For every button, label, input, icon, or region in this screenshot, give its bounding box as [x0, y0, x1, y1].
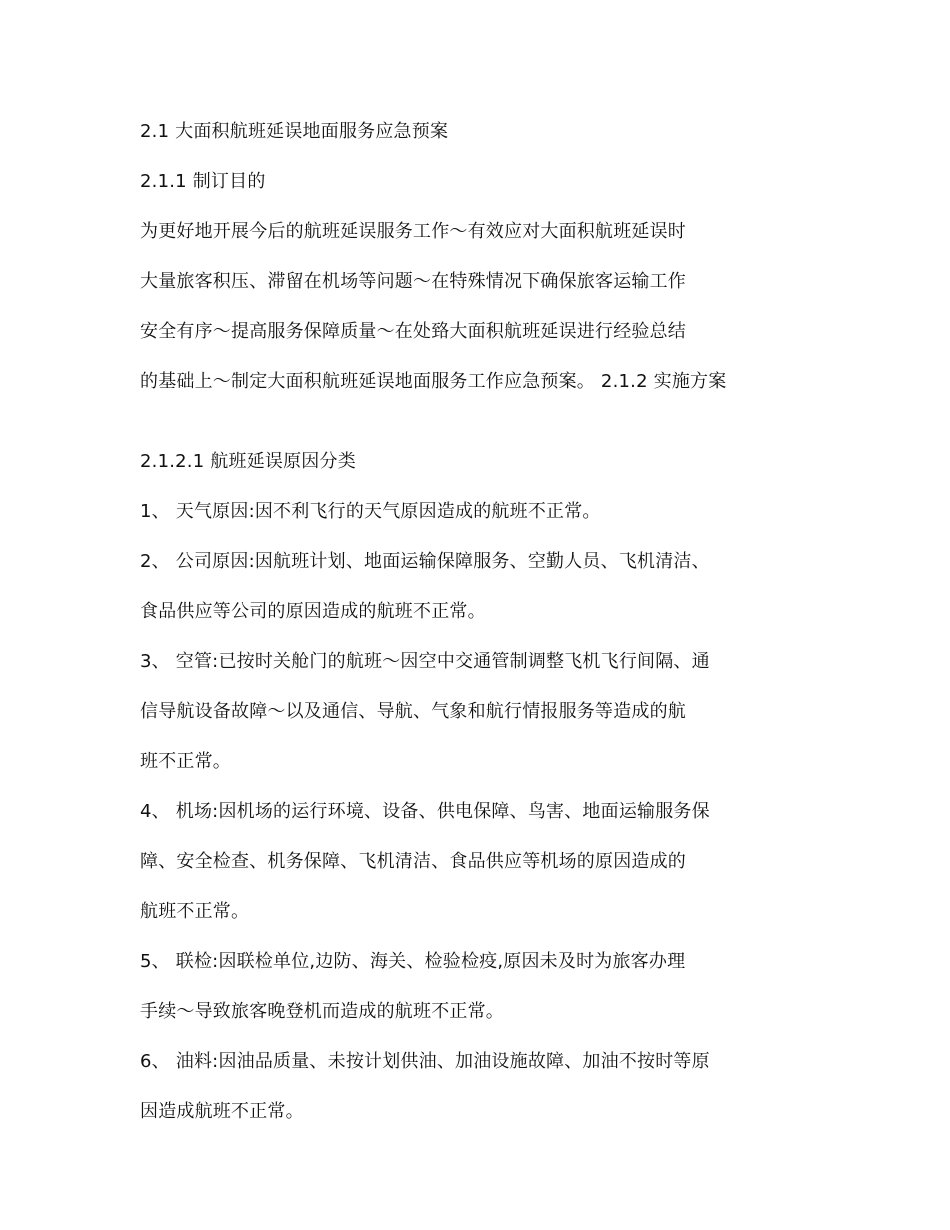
- item-2-line-1: 2、 公司原因:因航班计划、地面运输保障服务、空勤人员、飞机清洁、: [140, 551, 710, 572]
- item-4-line-2: 障、安全检查、机务保障、飞机清洁、食品供应等机场的原因造成的: [140, 851, 686, 872]
- item-3-line-3: 班不正常。: [140, 751, 231, 772]
- item-6-line-2: 因造成航班不正常。: [140, 1101, 304, 1122]
- item-4-line-1: 4、 机场:因机场的运行环境、设备、供电保障、鸟害、地面运输服务保: [140, 801, 710, 822]
- item-3-line-2: 信导航设备故障～以及通信、导航、气象和航行情报服务等造成的航: [140, 701, 686, 722]
- item-3-line-1: 3、 空管:已按时关舱门的航班～因空中交通管制调整飞机飞行间隔、通: [140, 651, 710, 672]
- item-6-line-1: 6、 油料:因油品质量、未按计划供油、加油设施故障、加油不按时等原: [140, 1051, 710, 1072]
- item-4-line-3: 航班不正常。: [140, 901, 250, 922]
- item-5-line-1: 5、 联检:因联检单位,边防、海关、检验检疫,原因未及时为旅客办理: [140, 951, 686, 972]
- heading-2-1: 2.1 大面积航班延误地面服务应急预案: [140, 121, 449, 142]
- purpose-line-4: 的基础上～制定大面积航班延误地面服务工作应急预案。 2.1.2 实施方案: [140, 371, 727, 392]
- purpose-line-2: 大量旅客积压、滞留在机场等问题～在特殊情况下确保旅客运输工作: [140, 271, 686, 292]
- heading-2-1-2-1: 2.1.2.1 航班延误原因分类: [140, 451, 356, 472]
- item-5-line-2: 手续～导致旅客晚登机而造成的航班不正常。: [140, 1001, 504, 1022]
- item-1-line-1: 1、 天气原因:因不利飞行的天气原因造成的航班不正常。: [140, 501, 601, 522]
- heading-2-1-1: 2.1.1 制订目的: [140, 171, 266, 192]
- purpose-line-3: 安全有序～提高服务保障质量～在处臵大面积航班延误进行经验总结: [140, 321, 686, 342]
- item-2-line-2: 食品供应等公司的原因造成的航班不正常。: [140, 601, 486, 622]
- purpose-line-1: 为更好地开展今后的航班延误服务工作～有效应对大面积航班延误时: [140, 221, 686, 242]
